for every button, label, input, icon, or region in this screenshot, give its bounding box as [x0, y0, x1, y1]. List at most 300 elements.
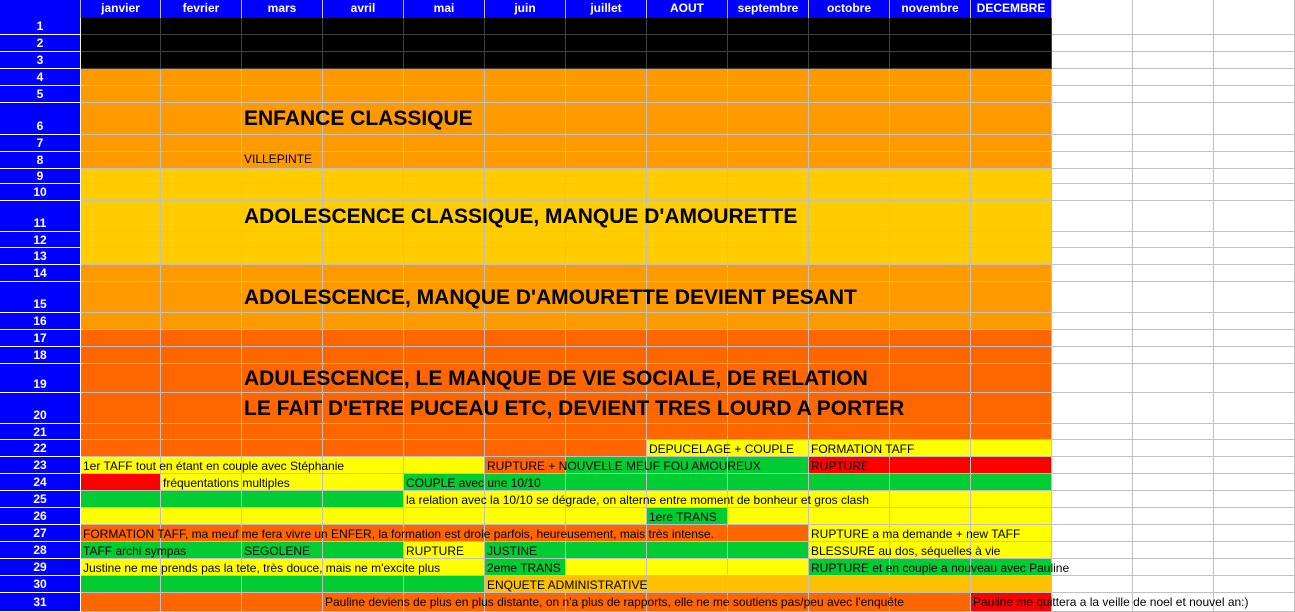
cell-r4-c1[interactable]	[81, 69, 161, 86]
column-header-avril[interactable]: avril	[323, 0, 404, 18]
cell-r25-c11[interactable]	[890, 491, 971, 508]
cell-r7-c3[interactable]	[242, 135, 323, 152]
row-header-10[interactable]: 10	[0, 184, 80, 201]
empty-cell[interactable]	[1214, 542, 1295, 559]
cell-r18-c12[interactable]	[971, 347, 1052, 364]
cell-r5-c12[interactable]	[971, 86, 1052, 103]
cell-r1-c5[interactable]	[404, 18, 485, 35]
cell-r9-c5[interactable]	[404, 169, 485, 184]
cell-r14-c2[interactable]	[161, 265, 242, 282]
cell-r14-c9[interactable]	[728, 265, 809, 282]
cell-r4-c10[interactable]	[809, 69, 890, 86]
cell-r28-c9[interactable]	[728, 542, 809, 559]
cell-r5-c10[interactable]	[809, 86, 890, 103]
empty-cell[interactable]	[1214, 18, 1295, 35]
cell-r3-c6[interactable]	[485, 52, 566, 69]
empty-cell[interactable]	[1214, 69, 1295, 86]
cell-r3-c10[interactable]	[809, 52, 890, 69]
cell-r26-c2[interactable]	[161, 508, 242, 525]
cell-r4-c9[interactable]	[728, 69, 809, 86]
cell-r10-c8[interactable]	[647, 184, 728, 201]
empty-cell[interactable]	[1133, 265, 1214, 282]
empty-cell[interactable]	[1214, 282, 1295, 313]
cell-r24-c4[interactable]	[323, 474, 404, 491]
cell-r10-c2[interactable]	[161, 184, 242, 201]
cell-r25-c12[interactable]	[971, 491, 1052, 508]
cell-r3-c9[interactable]	[728, 52, 809, 69]
empty-cell[interactable]	[1133, 364, 1214, 393]
cell-r4-c12[interactable]	[971, 69, 1052, 86]
cell-r14-c6[interactable]	[485, 265, 566, 282]
cell-r2-c10[interactable]	[809, 35, 890, 52]
cell-r9-c4[interactable]	[323, 169, 404, 184]
cell-r31-c1[interactable]	[81, 593, 161, 612]
cell-r15-c11[interactable]	[890, 282, 971, 313]
cell-r5-c6[interactable]	[485, 86, 566, 103]
cell-r5-c3[interactable]	[242, 86, 323, 103]
cell-r7-c6[interactable]	[485, 135, 566, 152]
cell-r24-c11[interactable]	[890, 474, 971, 491]
cell-r26-c5[interactable]	[404, 508, 485, 525]
empty-cell[interactable]	[1133, 474, 1214, 491]
cell-r14-c3[interactable]	[242, 265, 323, 282]
empty-cell[interactable]	[1133, 69, 1214, 86]
row-header-19[interactable]: 19	[0, 364, 80, 393]
empty-cell[interactable]	[1052, 424, 1133, 440]
cell-r2-c11[interactable]	[890, 35, 971, 52]
cell-r7-c5[interactable]	[404, 135, 485, 152]
empty-cell[interactable]	[1133, 330, 1214, 347]
empty-cell[interactable]	[1052, 474, 1133, 491]
cell-r21-c10[interactable]	[809, 424, 890, 440]
row-header-18[interactable]: 18	[0, 347, 80, 364]
empty-cell[interactable]	[1133, 184, 1214, 201]
row-header-26[interactable]: 26	[0, 508, 80, 525]
cell-r20-c2[interactable]	[161, 393, 242, 424]
empty-cell[interactable]	[1052, 440, 1133, 457]
cell-r10-c7[interactable]	[566, 184, 647, 201]
cell-r14-c12[interactable]	[971, 265, 1052, 282]
cell-r13-c1[interactable]	[81, 248, 161, 265]
cell-r8-c12[interactable]	[971, 152, 1052, 169]
cell-r5-c2[interactable]	[161, 86, 242, 103]
cell-r21-c8[interactable]	[647, 424, 728, 440]
cell-r8-c6[interactable]	[485, 152, 566, 169]
cell-r5-c1[interactable]	[81, 86, 161, 103]
empty-cell[interactable]	[1052, 35, 1133, 52]
column-header-octobre[interactable]: octobre	[809, 0, 890, 18]
cell-r1-c8[interactable]	[647, 18, 728, 35]
cell-r23-c11[interactable]	[890, 457, 971, 474]
cell-r18-c3[interactable]	[242, 347, 323, 364]
empty-cell[interactable]	[1052, 313, 1133, 330]
cell-r29-c7[interactable]	[566, 559, 647, 576]
column-header-aout[interactable]: AOUT	[647, 0, 728, 18]
cell-r26-c4[interactable]	[323, 508, 404, 525]
column-header-juillet[interactable]: juillet	[566, 0, 647, 18]
cell-r26-c12[interactable]	[971, 508, 1052, 525]
cell-r10-c3[interactable]	[242, 184, 323, 201]
empty-cell[interactable]	[1133, 559, 1214, 576]
cell-r11-c2[interactable]	[161, 201, 242, 232]
cell-r14-c11[interactable]	[890, 265, 971, 282]
cell-r22-c4[interactable]	[323, 440, 404, 457]
cell-r2-c12[interactable]	[971, 35, 1052, 52]
cell-r4-c6[interactable]	[485, 69, 566, 86]
cell-r17-c8[interactable]	[647, 330, 728, 347]
cell-r8-c2[interactable]	[161, 152, 242, 169]
cell-r4-c7[interactable]	[566, 69, 647, 86]
cell-r16-c10[interactable]	[809, 313, 890, 330]
cell-r17-c3[interactable]	[242, 330, 323, 347]
cell-r10-c4[interactable]	[323, 184, 404, 201]
cell-r28-c7[interactable]	[566, 542, 647, 559]
cell-r7-c12[interactable]	[971, 135, 1052, 152]
cell-r29-c8[interactable]	[647, 559, 728, 576]
column-header-mai[interactable]: mai	[404, 0, 485, 18]
cell-r12-c12[interactable]	[971, 232, 1052, 248]
column-header-empty[interactable]	[1214, 0, 1295, 18]
cell-r7-c10[interactable]	[809, 135, 890, 152]
cell-r3-c12[interactable]	[971, 52, 1052, 69]
cell-r3-c3[interactable]	[242, 52, 323, 69]
row-header-25[interactable]: 25	[0, 491, 80, 508]
cell-r24-c8[interactable]	[647, 474, 728, 491]
cell-r1-c12[interactable]	[971, 18, 1052, 35]
row-header-1[interactable]: 1	[0, 18, 80, 35]
cell-r10-c12[interactable]	[971, 184, 1052, 201]
cell-r26-c10[interactable]	[809, 508, 890, 525]
cell-r6-c6[interactable]	[485, 103, 566, 135]
cell-r21-c3[interactable]	[242, 424, 323, 440]
cell-r13-c3[interactable]	[242, 248, 323, 265]
cell-r16-c8[interactable]	[647, 313, 728, 330]
empty-cell[interactable]	[1214, 35, 1295, 52]
cell-r16-c5[interactable]	[404, 313, 485, 330]
cell-r4-c8[interactable]	[647, 69, 728, 86]
cell-r22-c12[interactable]	[971, 440, 1052, 457]
row-header-24[interactable]: 24	[0, 474, 80, 491]
cell-r6-c10[interactable]	[809, 103, 890, 135]
cell-r30-c8[interactable]	[647, 576, 728, 593]
empty-cell[interactable]	[1052, 347, 1133, 364]
cell-r9-c10[interactable]	[809, 169, 890, 184]
column-header-fevrier[interactable]: fevrier	[161, 0, 242, 18]
empty-cell[interactable]	[1214, 135, 1295, 152]
cell-r9-c7[interactable]	[566, 169, 647, 184]
row-header-7[interactable]: 7	[0, 135, 80, 152]
empty-cell[interactable]	[1214, 265, 1295, 282]
empty-cell[interactable]	[1214, 313, 1295, 330]
cell-r6-c2[interactable]	[161, 103, 242, 135]
empty-cell[interactable]	[1052, 457, 1133, 474]
cell-r16-c7[interactable]	[566, 313, 647, 330]
cell-r16-c2[interactable]	[161, 313, 242, 330]
empty-cell[interactable]	[1214, 508, 1295, 525]
empty-cell[interactable]	[1052, 576, 1133, 593]
cell-r1-c3[interactable]	[242, 18, 323, 35]
cell-r7-c7[interactable]	[566, 135, 647, 152]
cell-r8-c8[interactable]	[647, 152, 728, 169]
cell-r14-c5[interactable]	[404, 265, 485, 282]
cell-r21-c11[interactable]	[890, 424, 971, 440]
cell-r13-c10[interactable]	[809, 248, 890, 265]
cell-r13-c4[interactable]	[323, 248, 404, 265]
row-header-4[interactable]: 4	[0, 69, 80, 86]
empty-cell[interactable]	[1052, 330, 1133, 347]
empty-cell[interactable]	[1133, 313, 1214, 330]
cell-r9-c2[interactable]	[161, 169, 242, 184]
cell-r26-c11[interactable]	[890, 508, 971, 525]
cell-r18-c4[interactable]	[323, 347, 404, 364]
cell-r21-c4[interactable]	[323, 424, 404, 440]
empty-cell[interactable]	[1052, 201, 1133, 232]
cell-r4-c5[interactable]	[404, 69, 485, 86]
empty-cell[interactable]	[1214, 201, 1295, 232]
cell-r17-c7[interactable]	[566, 330, 647, 347]
empty-cell[interactable]	[1214, 330, 1295, 347]
cell-r16-c6[interactable]	[485, 313, 566, 330]
cell-r5-c7[interactable]	[566, 86, 647, 103]
row-header-12[interactable]: 12	[0, 232, 80, 248]
cell-r10-c10[interactable]	[809, 184, 890, 201]
cell-r6-c8[interactable]	[647, 103, 728, 135]
empty-cell[interactable]	[1052, 135, 1133, 152]
column-header-janvier[interactable]: janvier	[81, 0, 161, 18]
column-header-empty[interactable]	[1052, 0, 1133, 18]
cell-r11-c12[interactable]	[971, 201, 1052, 232]
cell-r16-c12[interactable]	[971, 313, 1052, 330]
cell-r17-c9[interactable]	[728, 330, 809, 347]
cell-r1-c2[interactable]	[161, 18, 242, 35]
cell-r18-c6[interactable]	[485, 347, 566, 364]
cell-r18-c11[interactable]	[890, 347, 971, 364]
cell-r8-c11[interactable]	[890, 152, 971, 169]
cell-r10-c5[interactable]	[404, 184, 485, 201]
cell-r14-c7[interactable]	[566, 265, 647, 282]
cell-r8-c4[interactable]	[323, 152, 404, 169]
empty-cell[interactable]	[1052, 508, 1133, 525]
empty-cell[interactable]	[1133, 18, 1214, 35]
cell-r7-c11[interactable]	[890, 135, 971, 152]
cell-r15-c12[interactable]	[971, 282, 1052, 313]
cell-r2-c2[interactable]	[161, 35, 242, 52]
cell-r13-c2[interactable]	[161, 248, 242, 265]
cell-r15-c2[interactable]	[161, 282, 242, 313]
cell-r18-c8[interactable]	[647, 347, 728, 364]
cell-r3-c1[interactable]	[81, 52, 161, 69]
empty-cell[interactable]	[1133, 152, 1214, 169]
cell-r5-c11[interactable]	[890, 86, 971, 103]
cell-r3-c8[interactable]	[647, 52, 728, 69]
cell-r1-c10[interactable]	[809, 18, 890, 35]
cell-r10-c1[interactable]	[81, 184, 161, 201]
cell-r21-c1[interactable]	[81, 424, 161, 440]
row-header-29[interactable]: 29	[0, 559, 80, 576]
cell-r2-c1[interactable]	[81, 35, 161, 52]
cell-r7-c2[interactable]	[161, 135, 242, 152]
cell-r3-c5[interactable]	[404, 52, 485, 69]
cell-r7-c4[interactable]	[323, 135, 404, 152]
cell-r17-c11[interactable]	[890, 330, 971, 347]
cell-r19-c11[interactable]	[890, 364, 971, 393]
cell-r12-c11[interactable]	[890, 232, 971, 248]
cell-r9-c6[interactable]	[485, 169, 566, 184]
empty-cell[interactable]	[1133, 35, 1214, 52]
cell-r25-c2[interactable]	[161, 491, 242, 508]
empty-cell[interactable]	[1214, 525, 1295, 542]
empty-cell[interactable]	[1052, 282, 1133, 313]
cell-r3-c2[interactable]	[161, 52, 242, 69]
cell-r6-c9[interactable]	[728, 103, 809, 135]
row-header-14[interactable]: 14	[0, 265, 80, 282]
empty-cell[interactable]	[1214, 103, 1295, 135]
cell-r24-c12[interactable]	[971, 474, 1052, 491]
cell-r4-c4[interactable]	[323, 69, 404, 86]
empty-cell[interactable]	[1052, 86, 1133, 103]
cell-r13-c5[interactable]	[404, 248, 485, 265]
cell-r6-c12[interactable]	[971, 103, 1052, 135]
cell-r8-c5[interactable]	[404, 152, 485, 169]
row-header-17[interactable]: 17	[0, 330, 80, 347]
cell-r1-c4[interactable]	[323, 18, 404, 35]
empty-cell[interactable]	[1133, 393, 1214, 424]
cell-r13-c11[interactable]	[890, 248, 971, 265]
row-header-9[interactable]: 9	[0, 169, 80, 184]
cell-r7-c8[interactable]	[647, 135, 728, 152]
cell-r3-c11[interactable]	[890, 52, 971, 69]
cell-r8-c9[interactable]	[728, 152, 809, 169]
empty-cell[interactable]	[1133, 457, 1214, 474]
cell-r16-c11[interactable]	[890, 313, 971, 330]
cell-r6-c11[interactable]	[890, 103, 971, 135]
cell-r3-c7[interactable]	[566, 52, 647, 69]
row-header-2[interactable]: 2	[0, 35, 80, 52]
select-all-corner[interactable]	[0, 0, 81, 18]
cell-r12-c7[interactable]	[566, 232, 647, 248]
empty-cell[interactable]	[1214, 152, 1295, 169]
empty-cell[interactable]	[1133, 232, 1214, 248]
cell-r9-c8[interactable]	[647, 169, 728, 184]
cell-r21-c5[interactable]	[404, 424, 485, 440]
empty-cell[interactable]	[1133, 248, 1214, 265]
empty-cell[interactable]	[1133, 542, 1214, 559]
column-header-septembre[interactable]: septembre	[728, 0, 809, 18]
empty-cell[interactable]	[1052, 184, 1133, 201]
empty-cell[interactable]	[1052, 542, 1133, 559]
cell-r1-c9[interactable]	[728, 18, 809, 35]
empty-cell[interactable]	[1052, 248, 1133, 265]
cell-r7-c9[interactable]	[728, 135, 809, 152]
cell-r14-c4[interactable]	[323, 265, 404, 282]
empty-cell[interactable]	[1214, 576, 1295, 593]
cell-r11-c10[interactable]	[809, 201, 890, 232]
empty-cell[interactable]	[1052, 69, 1133, 86]
cell-r6-c7[interactable]	[566, 103, 647, 135]
cell-r2-c8[interactable]	[647, 35, 728, 52]
cell-r26-c1[interactable]	[81, 508, 161, 525]
empty-cell[interactable]	[1133, 508, 1214, 525]
empty-cell[interactable]	[1052, 232, 1133, 248]
row-header-8[interactable]: 8	[0, 152, 80, 169]
cell-r9-c9[interactable]	[728, 169, 809, 184]
cell-r23-c12[interactable]	[971, 457, 1052, 474]
cell-r13-c9[interactable]	[728, 248, 809, 265]
empty-cell[interactable]	[1214, 169, 1295, 184]
row-header-22[interactable]: 22	[0, 440, 80, 457]
cell-r12-c2[interactable]	[161, 232, 242, 248]
empty-cell[interactable]	[1052, 393, 1133, 424]
cell-r5-c4[interactable]	[323, 86, 404, 103]
empty-cell[interactable]	[1052, 491, 1133, 508]
row-header-21[interactable]: 21	[0, 424, 80, 440]
cell-r2-c3[interactable]	[242, 35, 323, 52]
cell-r20-c12[interactable]	[971, 393, 1052, 424]
cell-r28-c8[interactable]	[647, 542, 728, 559]
cell-r4-c2[interactable]	[161, 69, 242, 86]
cell-r30-c1[interactable]	[81, 576, 161, 593]
empty-cell[interactable]	[1133, 424, 1214, 440]
cell-r17-c10[interactable]	[809, 330, 890, 347]
cell-r24-c1[interactable]	[81, 474, 161, 491]
cell-r18-c5[interactable]	[404, 347, 485, 364]
cell-r16-c1[interactable]	[81, 313, 161, 330]
cell-r21-c9[interactable]	[728, 424, 809, 440]
cell-r17-c12[interactable]	[971, 330, 1052, 347]
cell-r21-c12[interactable]	[971, 424, 1052, 440]
cell-r23-c5[interactable]	[404, 457, 485, 474]
cell-r20-c1[interactable]	[81, 393, 161, 424]
empty-cell[interactable]	[1214, 424, 1295, 440]
empty-cell[interactable]	[1214, 347, 1295, 364]
cell-r10-c6[interactable]	[485, 184, 566, 201]
empty-cell[interactable]	[1133, 169, 1214, 184]
cell-r6-c1[interactable]	[81, 103, 161, 135]
empty-cell[interactable]	[1052, 169, 1133, 184]
cell-r16-c4[interactable]	[323, 313, 404, 330]
cell-r25-c1[interactable]	[81, 491, 161, 508]
cell-r10-c11[interactable]	[890, 184, 971, 201]
empty-cell[interactable]	[1214, 248, 1295, 265]
cell-r30-c11[interactable]	[890, 576, 971, 593]
row-header-20[interactable]: 20	[0, 393, 80, 424]
row-header-11[interactable]: 11	[0, 201, 80, 232]
empty-cell[interactable]	[1214, 457, 1295, 474]
cell-r12-c8[interactable]	[647, 232, 728, 248]
cell-r30-c5[interactable]	[404, 576, 485, 593]
cell-r11-c11[interactable]	[890, 201, 971, 232]
cell-r2-c7[interactable]	[566, 35, 647, 52]
cell-r5-c5[interactable]	[404, 86, 485, 103]
empty-cell[interactable]	[1133, 347, 1214, 364]
cell-r15-c1[interactable]	[81, 282, 161, 313]
empty-cell[interactable]	[1133, 525, 1214, 542]
cell-r25-c3[interactable]	[242, 491, 323, 508]
column-header-novembre[interactable]: novembre	[890, 0, 971, 18]
cell-r21-c2[interactable]	[161, 424, 242, 440]
cell-r13-c7[interactable]	[566, 248, 647, 265]
column-header-decembre[interactable]: DECEMBRE	[971, 0, 1052, 18]
cell-r30-c4[interactable]	[323, 576, 404, 593]
cell-r1-c11[interactable]	[890, 18, 971, 35]
empty-cell[interactable]	[1214, 474, 1295, 491]
cell-r19-c12[interactable]	[971, 364, 1052, 393]
cell-r16-c3[interactable]	[242, 313, 323, 330]
empty-cell[interactable]	[1133, 440, 1214, 457]
cell-r22-c7[interactable]	[566, 440, 647, 457]
cell-r31-c2[interactable]	[161, 593, 242, 612]
empty-cell[interactable]	[1052, 265, 1133, 282]
